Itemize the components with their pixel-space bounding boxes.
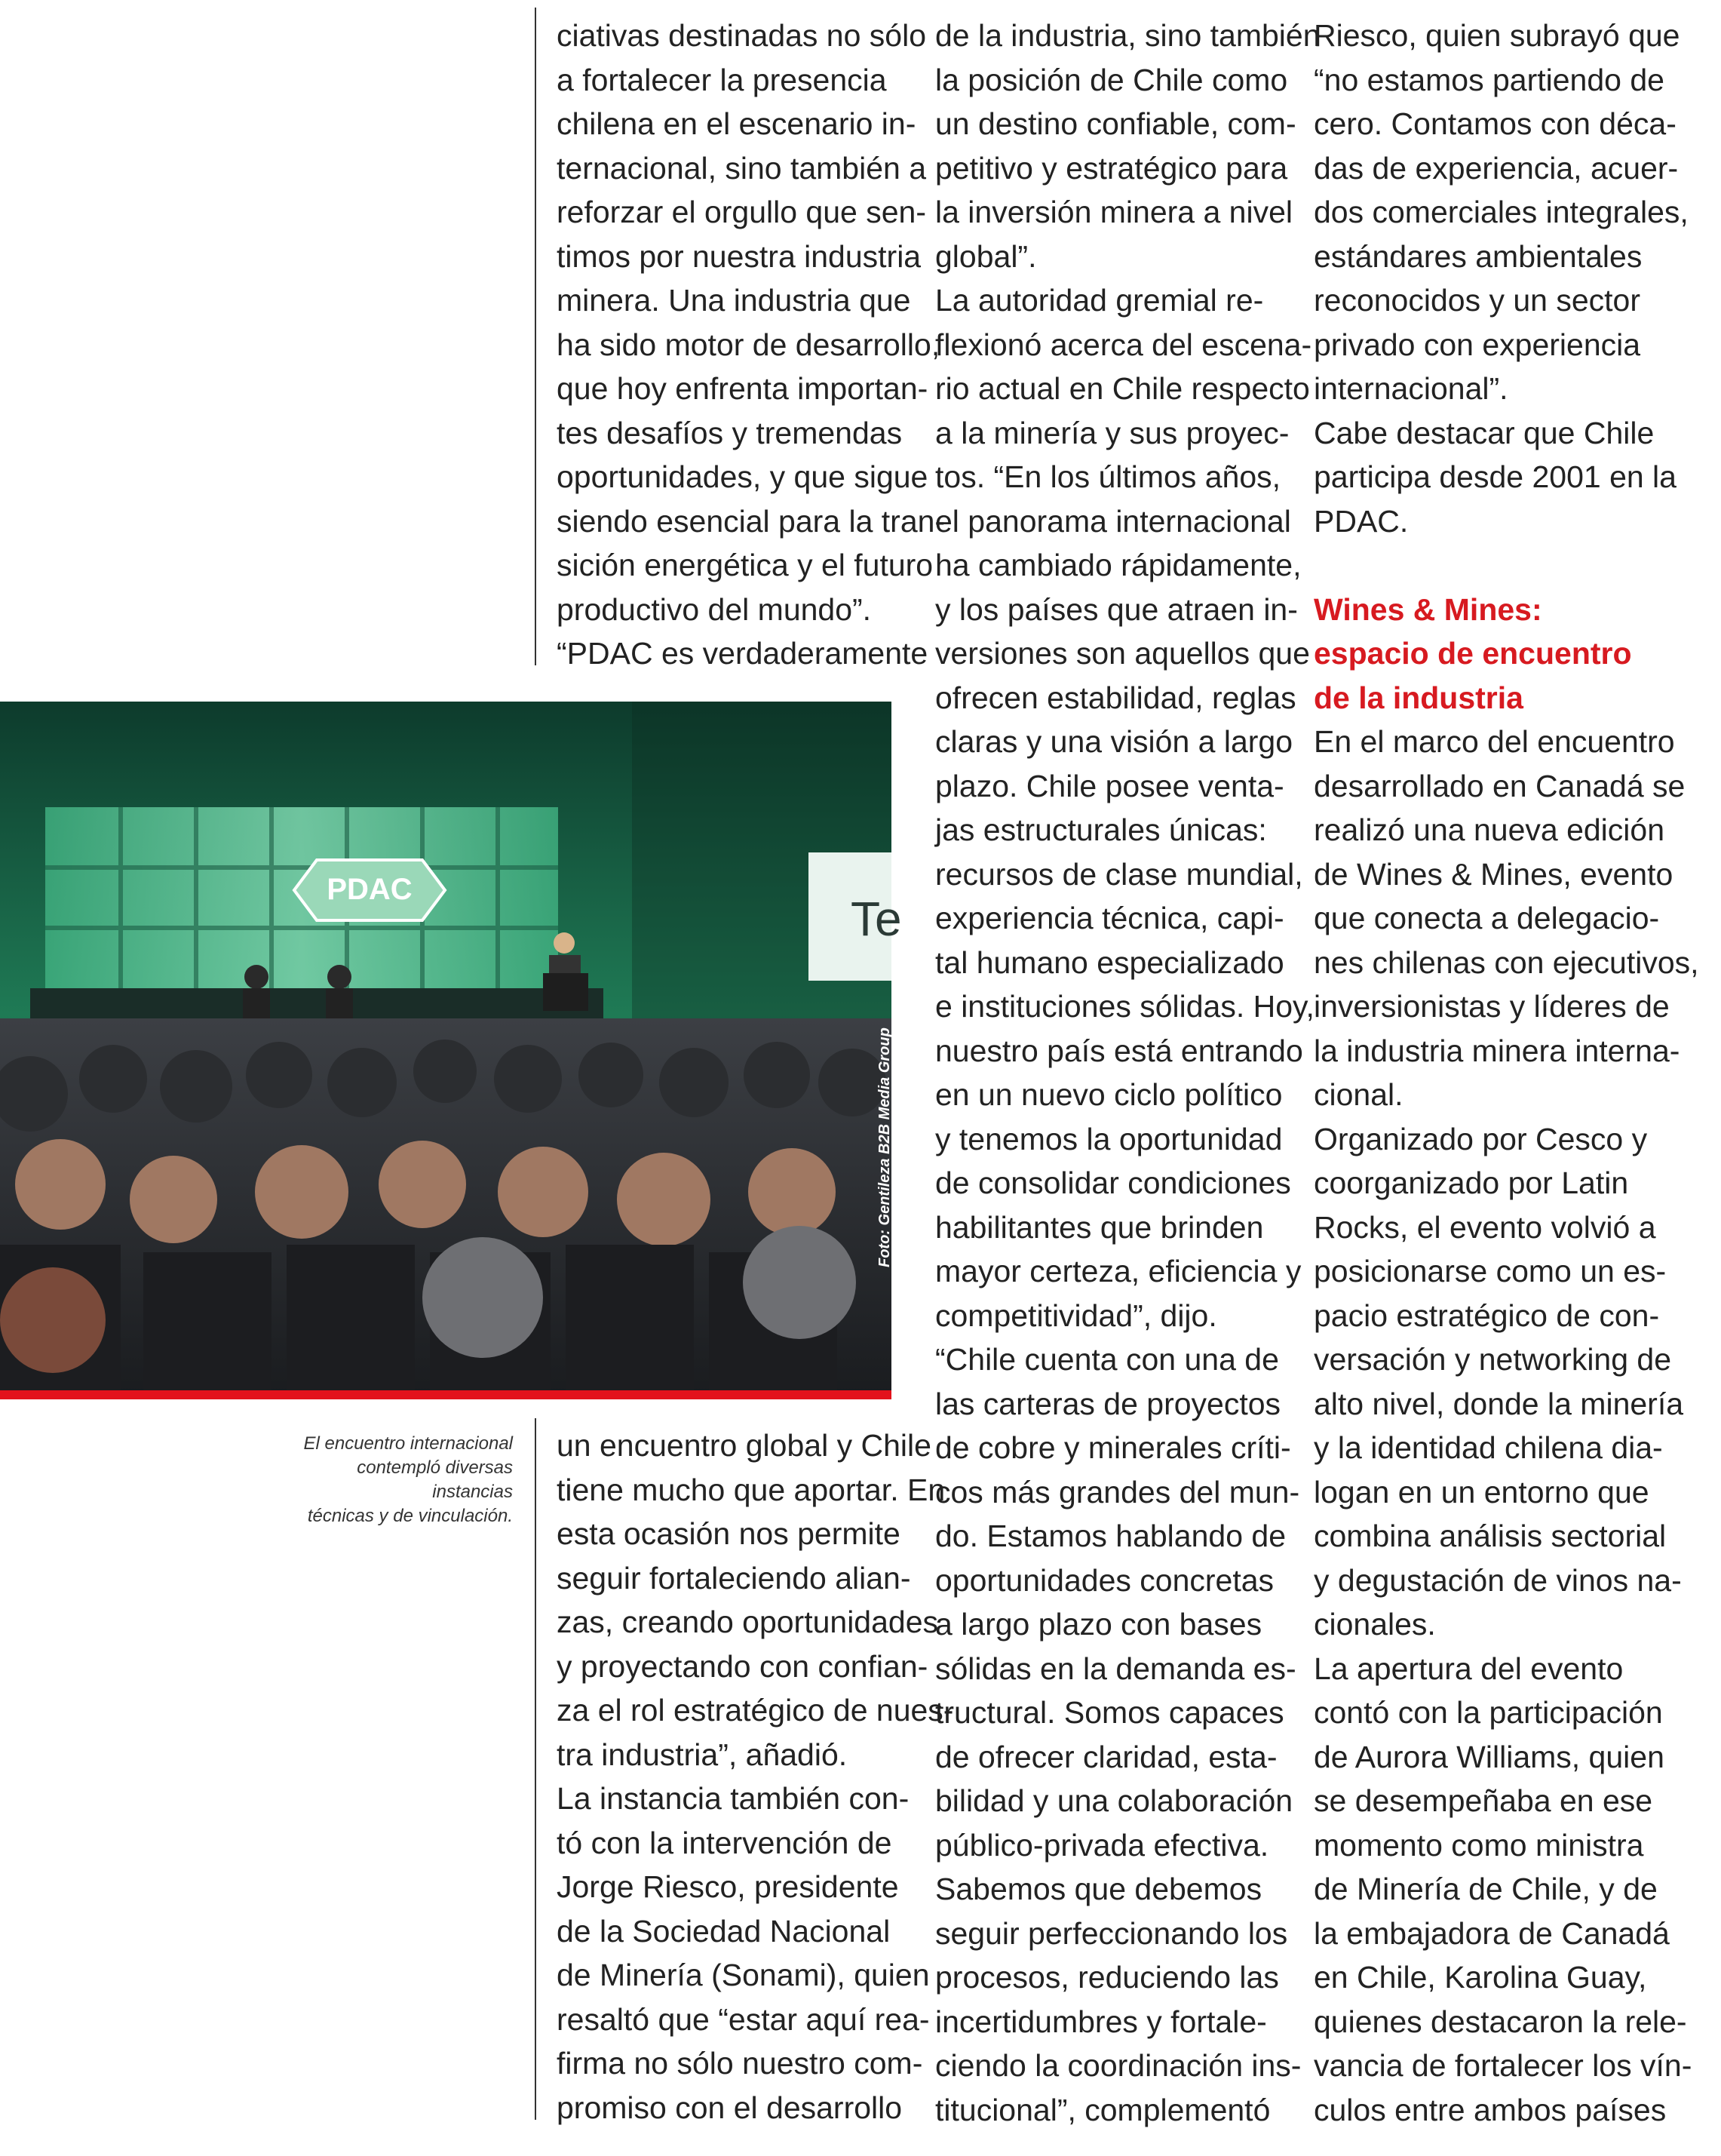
- text-line: y tenemos la oportunidad: [935, 1121, 1283, 1156]
- text-line: ciativas destinadas no sólo: [557, 18, 927, 53]
- conference-photo: [0, 702, 902, 1396]
- text-line: coorganizado por Latin: [1314, 1166, 1629, 1200]
- text-line: tructural. Somos capaces: [935, 1695, 1284, 1730]
- text-line: cional.: [1314, 1077, 1403, 1112]
- text-line: e instituciones sólidas. Hoy,: [935, 989, 1315, 1024]
- text-line: internacional”.: [1314, 371, 1508, 406]
- text-line: esta ocasión nos permite: [557, 1516, 900, 1551]
- text-line: tos. “En los últimos años,: [935, 459, 1281, 494]
- text-line: procesos, reduciendo las: [935, 1960, 1279, 1995]
- column-1-bottom-text: [557, 1424, 954, 2130]
- text-line: se desempeñaba en ese: [1314, 1783, 1653, 1818]
- text-line: claras y una visión a largo: [935, 724, 1293, 759]
- text-line: tiene mucho que aportar. En: [557, 1472, 946, 1507]
- text-line: inversionistas y líderes de: [1314, 989, 1670, 1024]
- text-line: minera. Una industria que: [557, 283, 911, 318]
- text-line: La apertura del evento: [1314, 1651, 1624, 1686]
- photo-caption: [287, 1432, 513, 1528]
- text-line: un encuentro global y Chile: [557, 1428, 931, 1463]
- text-line: rio actual en Chile respecto: [935, 371, 1310, 406]
- text-line: das de experiencia, acuer-: [1314, 150, 1679, 186]
- text-line: logan en un entorno que: [1314, 1474, 1649, 1510]
- text-line: de Wines & Mines, evento: [1314, 856, 1673, 892]
- text-line: cionales.: [1314, 1607, 1436, 1642]
- text-line: pacio estratégico de con-: [1314, 1298, 1660, 1333]
- text-line: ha cambiado rápidamente,: [935, 548, 1302, 582]
- text-line: estándares ambientales: [1314, 238, 1643, 274]
- text-line: “Chile cuenta con una de: [935, 1342, 1279, 1377]
- section-heading-line: Wines & Mines:: [1314, 591, 1542, 627]
- text-line: petitivo y estratégico para: [935, 150, 1288, 186]
- text-line: Sabemos que debemos: [935, 1872, 1262, 1906]
- text-line: Organizado por Cesco y: [1314, 1121, 1648, 1156]
- caption-line: técnicas y de vinculación.: [307, 1506, 513, 1526]
- text-line: realizó una nueva edición: [1314, 812, 1664, 847]
- text-line: Cabe destacar que Chile: [1314, 415, 1655, 450]
- text-line: que hoy enfrenta importan-: [557, 371, 928, 406]
- text-line: La instancia también con-: [557, 1781, 910, 1816]
- text-line: Rocks, el evento volvió a: [1314, 1209, 1656, 1245]
- text-line: oportunidades concretas: [935, 1562, 1275, 1598]
- text-line: La autoridad gremial re-: [935, 283, 1264, 318]
- text-line: incertidumbres y fortale-: [935, 2004, 1267, 2039]
- pdac-logo-text: PDAC: [327, 873, 413, 906]
- text-line: chilena en el escenario in-: [557, 106, 916, 141]
- text-line: de Minería de Chile, y de: [1314, 1872, 1658, 1906]
- text-line: titucional”, complementó: [935, 2092, 1271, 2127]
- text-line: ofrecen estabilidad, reglas: [935, 680, 1296, 715]
- text-line: alto nivel, donde la minería: [1314, 1386, 1684, 1421]
- text-line: ciendo la coordinación ins-: [935, 2048, 1302, 2083]
- text-line: en Chile, Karolina Guay,: [1314, 1960, 1647, 1995]
- text-line: versación y networking de: [1314, 1342, 1672, 1377]
- text-line: quienes destacaron la rele-: [1314, 2004, 1687, 2039]
- section-heading-line: de la industria: [1314, 680, 1523, 715]
- text-line: cos más grandes del mun-: [935, 1474, 1300, 1510]
- text-line: la industria minera interna-: [1314, 1033, 1680, 1068]
- text-line: dos comerciales integrales,: [1314, 195, 1689, 229]
- text-line: Jorge Riesco, presidente: [557, 1869, 899, 1904]
- text-line: competitividad”, dijo.: [935, 1298, 1217, 1333]
- text-line: tal humano especializado: [935, 944, 1284, 980]
- text-line: plazo. Chile posee venta-: [935, 768, 1284, 803]
- text-line: reforzar el orgullo que sen-: [557, 195, 926, 229]
- text-line: firma no sólo nuestro com-: [557, 2046, 923, 2081]
- text-line: productivo del mundo”.: [557, 591, 872, 627]
- text-line: momento como ministra: [1314, 1827, 1644, 1863]
- text-line: que conecta a delegacio-: [1314, 901, 1660, 935]
- text-line: experiencia técnica, capi-: [935, 901, 1284, 935]
- text-line: oportunidades, y que sigue: [557, 459, 928, 494]
- text-line: la inversión minera a nivel: [935, 195, 1293, 229]
- text-line: vancia de fortalecer los vín-: [1314, 2048, 1692, 2083]
- text-line: promiso con el desarrollo: [557, 2090, 903, 2125]
- text-line: de consolidar condiciones: [935, 1166, 1291, 1200]
- text-line: en un nuevo ciclo político: [935, 1077, 1283, 1112]
- text-line: do. Estamos hablando de: [935, 1519, 1286, 1553]
- text-line: desarrollado en Canadá se: [1314, 768, 1686, 803]
- paragraph-gap: [1314, 543, 1676, 588]
- text-line: recursos de clase mundial,: [935, 856, 1303, 892]
- text-line: nuestro país está entrando: [935, 1033, 1303, 1068]
- text-line: bilidad y una colaboración: [935, 1783, 1293, 1818]
- text-line: participa desde 2001 en la: [1314, 459, 1677, 494]
- text-line: la posición de Chile como: [935, 62, 1288, 97]
- text-line: contó con la participación: [1314, 1695, 1663, 1730]
- text-line: resaltó que “estar aquí rea-: [557, 2001, 930, 2037]
- text-line: posicionarse como un es-: [1314, 1254, 1667, 1288]
- text-line: un destino confiable, com-: [935, 106, 1296, 141]
- text-line: tó con la intervención de: [557, 1825, 892, 1860]
- column-rule-bottom: [535, 1418, 536, 2120]
- text-line: de cobre y minerales críti-: [935, 1430, 1291, 1465]
- text-line: y degustación de vinos na-: [1314, 1562, 1682, 1598]
- text-line: sición energética y el futuro: [557, 548, 934, 582]
- text-line: timos por nuestra industria: [557, 238, 922, 274]
- text-line: el panorama internacional: [935, 503, 1291, 539]
- text-line: Riesco, quien subrayó que: [1314, 18, 1680, 53]
- text-line: za el rol estratégico de nues-: [557, 1693, 954, 1728]
- text-line: ha sido motor de desarrollo,: [557, 327, 940, 362]
- text-line: tra industria”, añadió.: [557, 1737, 848, 1772]
- text-line: versiones son aquellos que: [935, 636, 1310, 671]
- text-line: a fortalecer la presencia: [557, 62, 887, 97]
- text-line: nes chilenas con ejecutivos,: [1314, 944, 1699, 980]
- photo-accent-bar: [0, 1390, 891, 1399]
- text-line: global”.: [935, 238, 1037, 274]
- text-line: siendo esencial para la tran-: [557, 503, 946, 539]
- text-line: privado con experiencia: [1314, 327, 1641, 362]
- text-line: “no estamos partiendo de: [1314, 62, 1664, 97]
- text-line: de la industria, sino también: [935, 18, 1321, 53]
- text-line: flexionó acerca del escena-: [935, 327, 1312, 362]
- text-line: combina análisis sectorial: [1314, 1519, 1667, 1553]
- text-line: ternacional, sino también a: [557, 150, 927, 186]
- text-line: las carteras de proyectos: [935, 1386, 1281, 1421]
- screen-text: Te: [851, 892, 902, 946]
- column-1-top-text: [557, 14, 946, 676]
- caption-line: El encuentro internacional: [303, 1433, 513, 1454]
- text-line: seguir fortaleciendo alian-: [557, 1560, 911, 1596]
- text-line: sólidas en la demanda es-: [935, 1651, 1296, 1686]
- column-2-text: [935, 14, 1321, 2132]
- text-line: “PDAC es verdaderamente: [557, 636, 928, 671]
- text-line: público-privada efectiva.: [935, 1827, 1269, 1863]
- text-line: de ofrecer claridad, esta-: [935, 1739, 1278, 1774]
- text-line: y la identidad chilena dia-: [1314, 1430, 1663, 1465]
- text-line: tes desafíos y tremendas: [557, 415, 903, 450]
- text-line: y proyectando con confian-: [557, 1648, 928, 1684]
- section-heading-line: espacio de encuentro: [1314, 636, 1632, 671]
- text-line: reconocidos y un sector: [1314, 283, 1641, 318]
- text-line: seguir perfeccionando los: [935, 1915, 1288, 1951]
- text-line: a la minería y sus proyec-: [935, 415, 1290, 450]
- text-line: habilitantes que brinden: [935, 1209, 1264, 1245]
- text-line: culos entre ambos países: [1314, 2092, 1667, 2127]
- text-line: zas, creando oportunidades: [557, 1605, 939, 1639]
- text-line: de la Sociedad Nacional: [557, 1913, 891, 1949]
- text-line: la embajadora de Canadá: [1314, 1915, 1670, 1951]
- text-line: de Minería (Sonami), quien: [557, 1958, 930, 1992]
- text-line: En el marco del encuentro: [1314, 724, 1675, 759]
- caption-line: contempló diversas instancias: [357, 1457, 513, 1502]
- text-line: cero. Contamos con déca-: [1314, 106, 1677, 141]
- column-rule-top: [535, 8, 536, 665]
- text-line: mayor certeza, eficiencia y: [935, 1254, 1302, 1288]
- text-line: a largo plazo con bases: [935, 1607, 1262, 1642]
- text-line: de Aurora Williams, quien: [1314, 1739, 1664, 1774]
- column-3-text: [1314, 14, 1699, 2132]
- text-line: jas estructurales únicas:: [935, 812, 1267, 847]
- text-line: y los países que atraen in-: [935, 591, 1298, 627]
- text-line: PDAC.: [1314, 503, 1409, 539]
- photo-credit: Foto: Gentileza B2B Media Group: [876, 1027, 893, 1267]
